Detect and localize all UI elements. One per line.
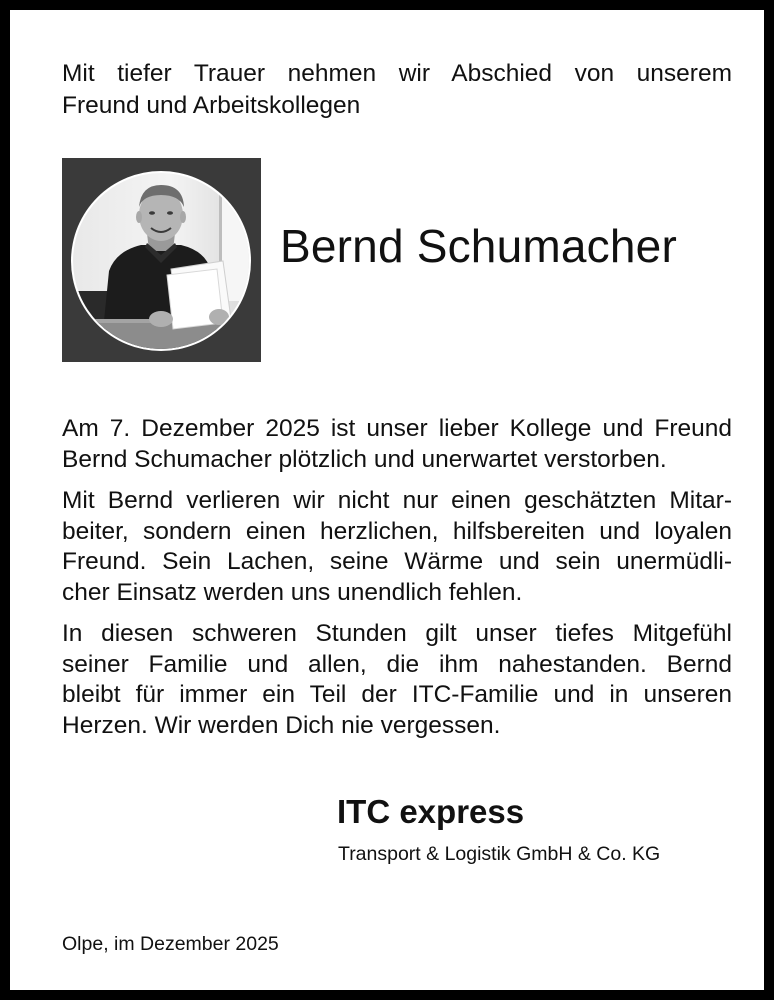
person-portrait-icon (71, 171, 251, 351)
paragraph-line: bleibt für immer ein Teil der ITC-Familie und in unseren (62, 681, 732, 708)
paragraph-line: Mit Bernd verlieren wir nicht nur einen geschätzten Mitar- (62, 487, 732, 514)
intro-line-2: Freund und Arbeitskollegen (62, 92, 361, 119)
company-name: ITC express (337, 793, 525, 830)
paragraph-3 (62, 619, 732, 741)
paragraph-line: Herzen. Wir werden Dich nie vergessen. (62, 711, 501, 739)
place-date: Olpe, im Dezember 2025 (62, 933, 279, 955)
portrait-photo (62, 158, 261, 362)
paragraph-line: Am 7. Dezember 2025 ist unser lieber Kollege und Freund (62, 415, 732, 442)
company-subtitle: Transport & Logistik GmbH & Co. KG (338, 843, 661, 865)
paragraph-line: In diesen schweren Stunden gilt unser tiefes Mitgefühl (62, 620, 732, 647)
paragraph-line: Freund. Sein Lachen, seine Wärme und sein unermüdli- (62, 548, 732, 575)
paragraph-line: beiter, sondern einen herzlichen, hilfsbereiten und loyalen (62, 517, 732, 545)
paragraph-line: cher Einsatz werden uns unendlich fehlen. (62, 578, 523, 606)
paragraph-line: Bernd Schumacher plötzlich und unerwartet verstorben. (62, 445, 667, 473)
paragraph-1 (62, 414, 732, 475)
intro-line-1: Mit tiefer Trauer nehmen wir Abschied von unserem (62, 60, 732, 87)
paragraph-line: seiner Familie und allen, die ihm nahestanden. Bernd (62, 650, 732, 678)
obituary-body (62, 414, 732, 752)
paragraph-2 (62, 486, 732, 608)
intro-text (62, 58, 732, 122)
deceased-name: Bernd Schumacher (280, 220, 677, 272)
